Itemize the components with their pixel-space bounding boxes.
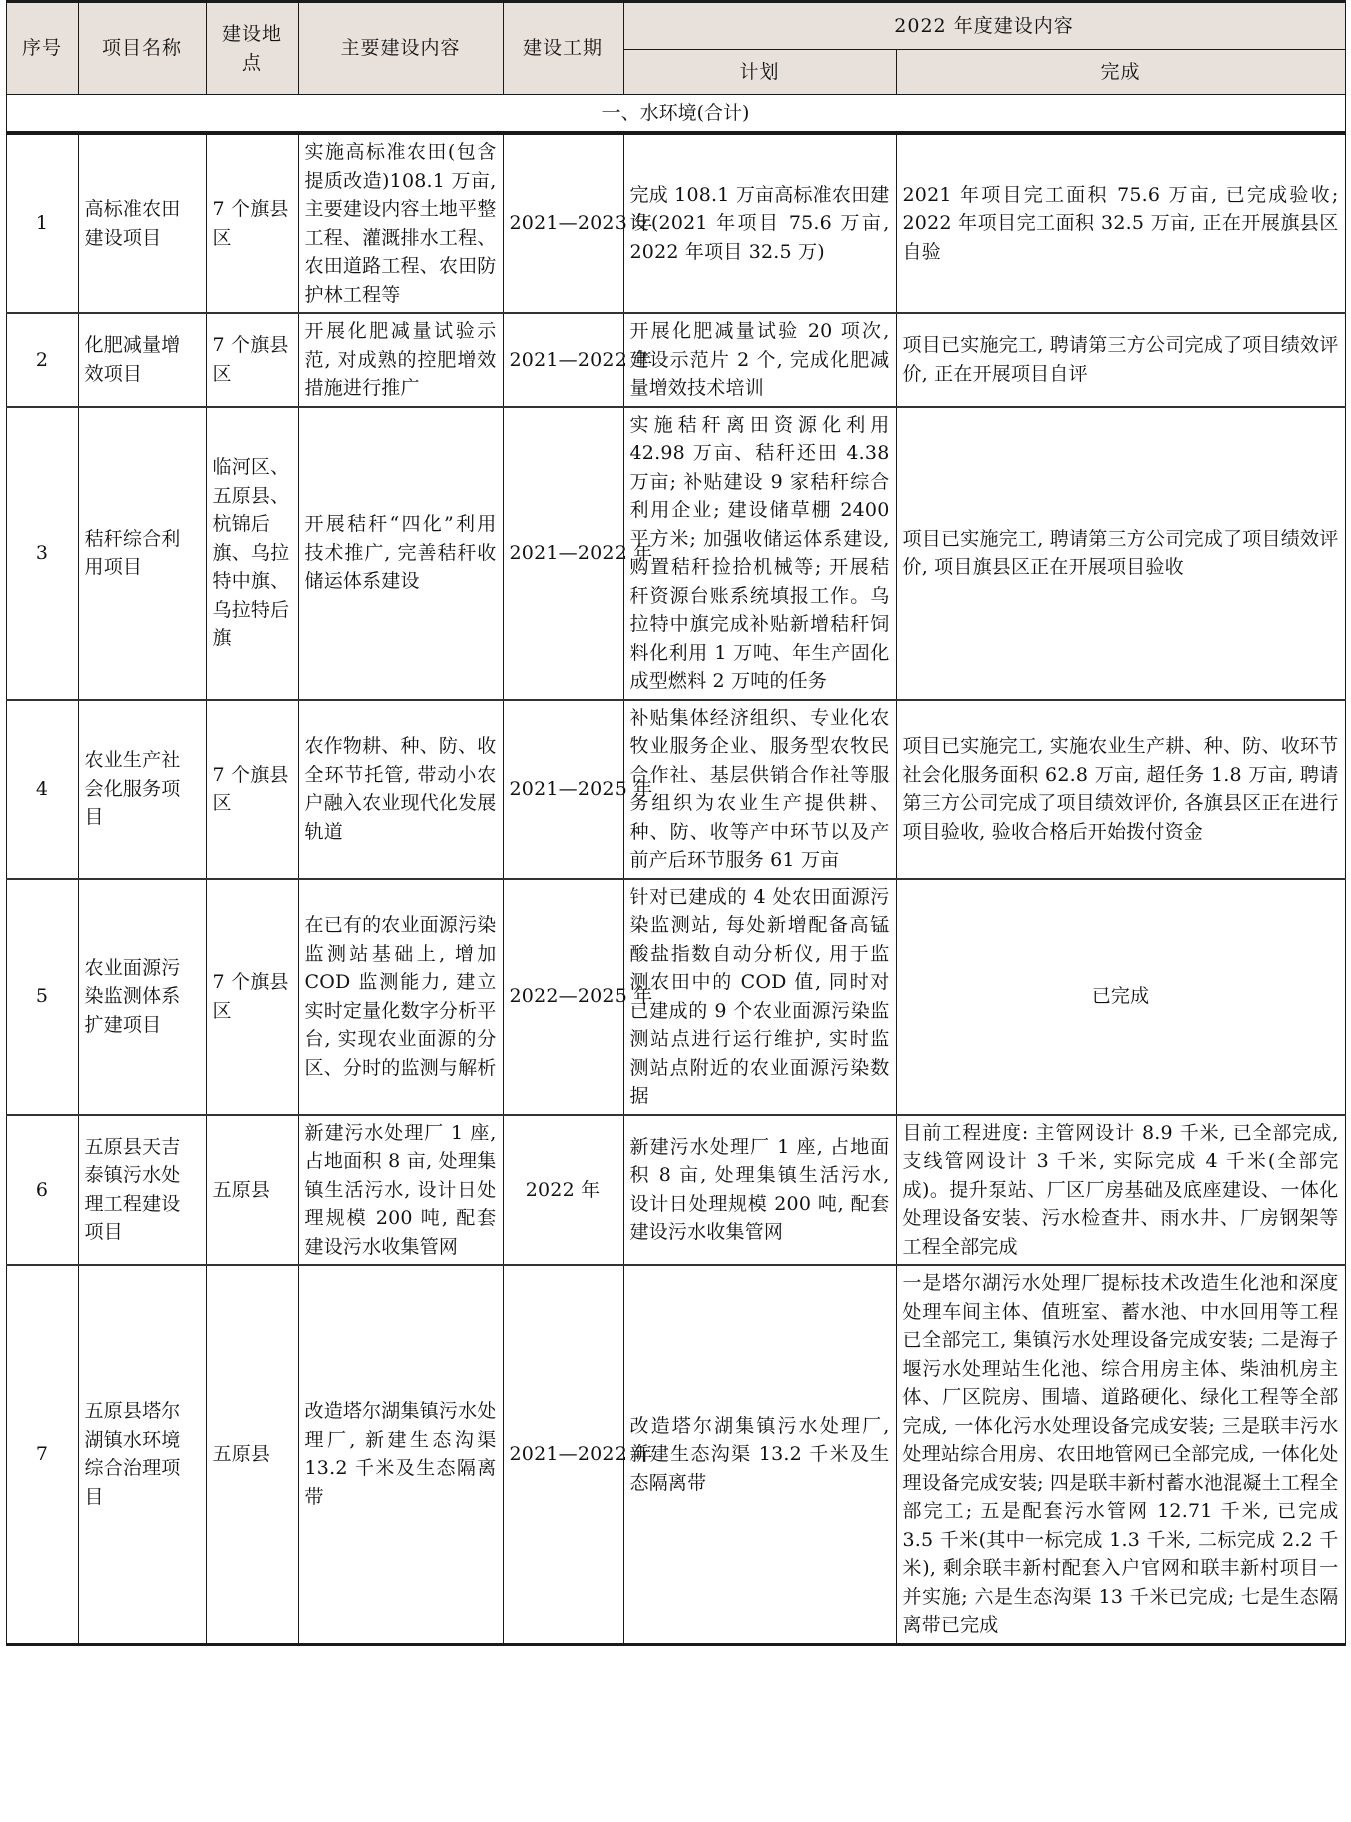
col-header-period: 建设工期 bbox=[503, 2, 623, 95]
cell-main-content: 改造塔尔湖集镇污水处理厂, 新建生态沟渠 13.2 千米及生态隔离带 bbox=[298, 1265, 503, 1644]
cell-plan: 开展化肥减量试验 20 项次, 建设示范片 2 个, 完成化肥减量增效技术培训 bbox=[623, 313, 896, 407]
cell-project-name: 化肥减量增效项目 bbox=[78, 313, 206, 407]
table-row bbox=[6, 700, 1345, 879]
col-header-main-content: 主要建设内容 bbox=[298, 2, 503, 95]
cell-plan: 实施秸秆离田资源化利用 42.98 万亩、秸秆还田 4.38 万亩; 补贴建设 9 家秸秆综合利用企业; 建设储草棚 2400 平方米; 加强收储运体系建设, 购置秸秆捡拾机械等; 开展秸秆资源台账系统填报工作。乌拉特中旗完成补贴新增秸秆饲料化利用 1 万吨、年生产固化成型燃料 2 万吨的任务 bbox=[623, 407, 896, 700]
header-row-main bbox=[6, 2, 1345, 50]
table-row bbox=[6, 313, 1345, 407]
col-header-seq: 序号 bbox=[6, 2, 78, 95]
cell-main-content: 开展化肥减量试验示范, 对成熟的控肥增效措施进行推广 bbox=[298, 313, 503, 407]
cell-location: 7 个旗县区 bbox=[206, 313, 298, 407]
cell-completed: 项目已实施完工, 实施农业生产耕、种、防、收环节社会化服务面积 62.8 万亩, 超任务 1.8 万亩, 聘请第三方公司完成了项目绩效评价, 各旗县区正在进行项目验收, 验收合格后开始拨付资金 bbox=[896, 700, 1345, 879]
cell-seq: 3 bbox=[6, 407, 78, 700]
cell-period: 2021—2025 年 bbox=[503, 700, 623, 879]
cell-seq: 2 bbox=[6, 313, 78, 407]
cell-seq: 1 bbox=[6, 134, 78, 314]
cell-project-name: 五原县天吉泰镇污水处理工程建设项目 bbox=[78, 1115, 206, 1266]
col-header-project-name: 项目名称 bbox=[78, 2, 206, 95]
cell-location: 五原县 bbox=[206, 1265, 298, 1644]
cell-location: 临河区、五原县、杭锦后旗、乌拉特中旗、乌拉特后旗 bbox=[206, 407, 298, 700]
table-body bbox=[6, 134, 1345, 1645]
cell-completed: 项目已实施完工, 聘请第三方公司完成了项目绩效评价, 项目旗县区正在开展项目验收 bbox=[896, 407, 1345, 700]
col-header-completed: 完成 bbox=[896, 50, 1345, 95]
cell-period: 2022 年 bbox=[503, 1115, 623, 1266]
cell-project-name: 农业生产社会化服务项目 bbox=[78, 700, 206, 879]
cell-period: 2021—2023 年 bbox=[503, 134, 623, 314]
cell-project-name: 五原县塔尔湖镇水环境综合治理项目 bbox=[78, 1265, 206, 1644]
table-row bbox=[6, 407, 1345, 700]
cell-seq: 4 bbox=[6, 700, 78, 879]
col-header-plan: 计划 bbox=[623, 50, 896, 95]
cell-period: 2021—2022 年 bbox=[503, 1265, 623, 1644]
table-row bbox=[6, 1115, 1345, 1266]
table-header-block bbox=[6, 0, 1346, 132]
cell-plan: 完成 108.1 万亩高标准农田建设(2021 年项目 75.6 万亩, 2022 年项目 32.5 万) bbox=[623, 134, 896, 314]
cell-seq: 6 bbox=[6, 1115, 78, 1266]
table-row bbox=[6, 1265, 1345, 1644]
cell-main-content: 农作物耕、种、防、收全环节托管, 带动小农户融入农业现代化发展轨道 bbox=[298, 700, 503, 879]
cell-completed: 项目已实施完工, 聘请第三方公司完成了项目绩效评价, 正在开展项目自评 bbox=[896, 313, 1345, 407]
cell-plan: 改造塔尔湖集镇污水处理厂, 新建生态沟渠 13.2 千米及生态隔离带 bbox=[623, 1265, 896, 1644]
col-header-annual-group: 2022 年度建设内容 bbox=[623, 2, 1345, 50]
table-row bbox=[6, 879, 1345, 1115]
cell-plan: 新建污水处理厂 1 座, 占地面积 8 亩, 处理集镇生活污水, 设计日处理规模 200 吨, 配套建设污水收集管网 bbox=[623, 1115, 896, 1266]
cell-completed: 2021 年项目完工面积 75.6 万亩, 已完成验收; 2022 年项目完工面积 32.5 万亩, 正在开展旗县区自验 bbox=[896, 134, 1345, 314]
cell-seq: 5 bbox=[6, 879, 78, 1115]
cell-period: 2021—2022 年 bbox=[503, 313, 623, 407]
cell-plan: 补贴集体经济组织、专业化农牧业服务企业、服务型农牧民合作社、基层供销合作社等服务组织为农业生产提供耕、种、防、收等产中环节以及产前产后环节服务 61 万亩 bbox=[623, 700, 896, 879]
cell-completed: 一是塔尔湖污水处理厂提标技术改造生化池和深度处理车间主体、值班室、蓄水池、中水回用等工程已全部完工, 集镇污水处理设备完成安装; 二是海子堰污水处理站生化池、综合用房主体、柴油机房主体、厂区院房、围墙、道路硬化、绿化工程等全部完成, 一体化污水处理设备完成安装; 三是联丰污水处理站综合用房、农田地管网已全部完成, 一体化处理设备完成安装; 四是联丰新村蓄水池混凝土工程全部完工; 五是配套污水管网 12.71 千米, 已完成 3.5 千米(其中一标完成 1.3 千米, 二标完成 2.2 千米), 剩余联丰新村配套入户官网和联丰新村项目一并实施; 六是生态沟渠 13 千米已完成; 七是生态隔离带已完成 bbox=[896, 1265, 1345, 1644]
cell-main-content: 开展秸秆“四化”利用技术推广, 完善秸秆收储运体系建设 bbox=[298, 407, 503, 700]
table-row bbox=[6, 134, 1345, 314]
cell-seq: 7 bbox=[6, 1265, 78, 1644]
cell-period: 2021—2022 年 bbox=[503, 407, 623, 700]
cell-location: 五原县 bbox=[206, 1115, 298, 1266]
cell-main-content: 实施高标准农田(包含提质改造)108.1 万亩, 主要建设内容土地平整工程、灌溉排水工程、农田道路工程、农田防护林工程等 bbox=[298, 134, 503, 314]
cell-location: 7 个旗县区 bbox=[206, 700, 298, 879]
cell-period: 2022—2025 年 bbox=[503, 879, 623, 1115]
cell-project-name: 秸秆综合利用项目 bbox=[78, 407, 206, 700]
cell-plan: 针对已建成的 4 处农田面源污染监测站, 每处新增配备高锰酸盐指数自动分析仪, 用于监测农田中的 COD 值, 同时对已建成的 9 个农业面源污染监测站点进行运行维护, 实时监测站点附近的农业面源污染数据 bbox=[623, 879, 896, 1115]
cell-main-content: 新建污水处理厂 1 座, 占地面积 8 亩, 处理集镇生活污水, 设计日处理规模 200 吨, 配套建设污水收集管网 bbox=[298, 1115, 503, 1266]
table-body-block bbox=[6, 132, 1346, 1646]
col-header-location: 建设地点 bbox=[206, 2, 298, 95]
section-title: 一、水环境(合计) bbox=[6, 95, 1345, 132]
cell-completed: 已完成 bbox=[896, 879, 1345, 1115]
cell-location: 7 个旗县区 bbox=[206, 879, 298, 1115]
cell-location: 7 个旗县区 bbox=[206, 134, 298, 314]
cell-completed: 目前工程进度: 主管网设计 8.9 千米, 已全部完成, 支线管网设计 3 千米, 实际完成 4 千米(全部完成)。提升泵站、厂区厂房基础及底座建设、一体化处理设备安装、污水检查井、雨水井、厂房钢架等工程全部完成 bbox=[896, 1115, 1345, 1266]
cell-project-name: 农业面源污染监测体系扩建项目 bbox=[78, 879, 206, 1115]
section-title-row bbox=[6, 95, 1345, 132]
cell-project-name: 高标准农田建设项目 bbox=[78, 134, 206, 314]
cell-main-content: 在已有的农业面源污染监测站基础上, 增加 COD 监测能力, 建立实时定量化数字分析平台, 实现农业面源的分区、分时的监测与解析 bbox=[298, 879, 503, 1115]
